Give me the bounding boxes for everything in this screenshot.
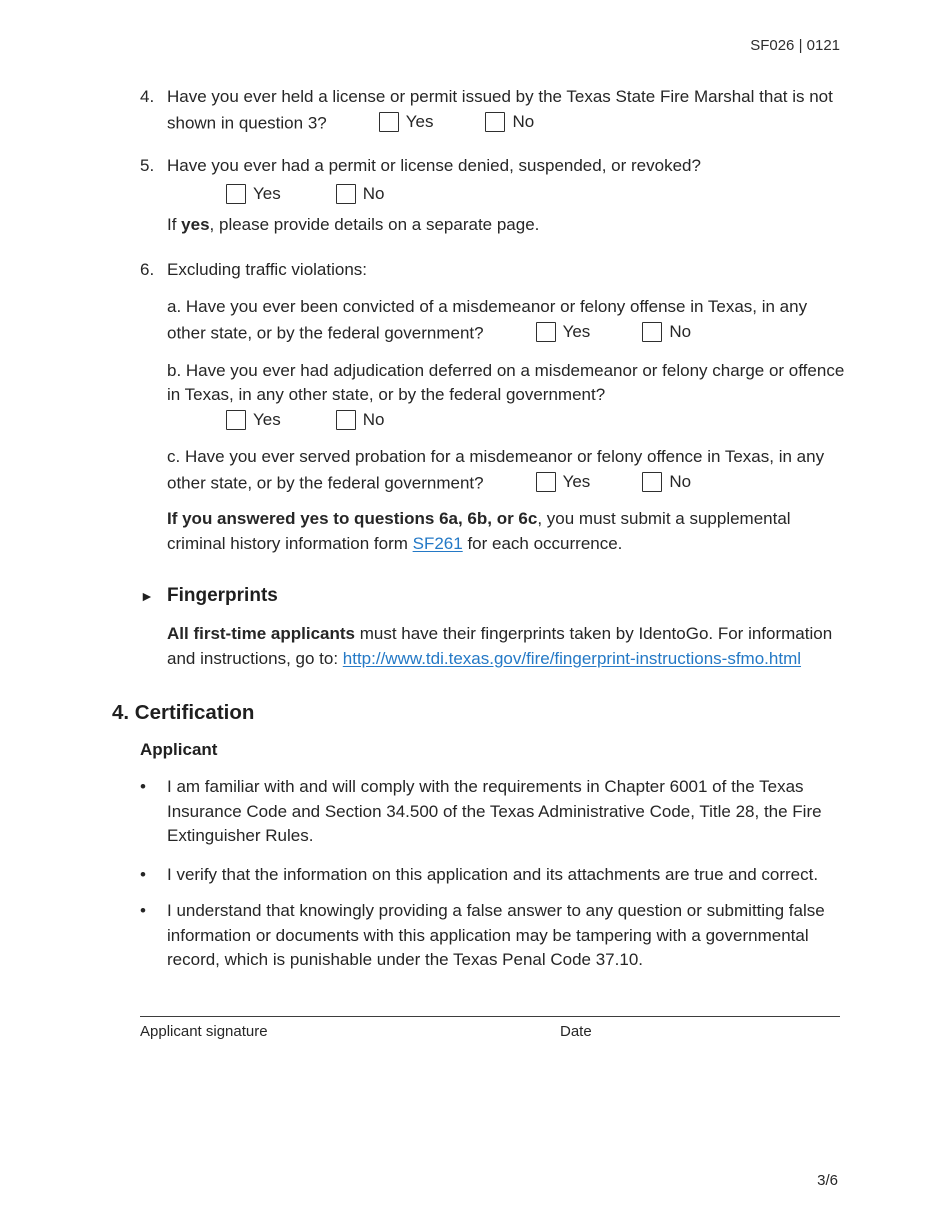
question-5-yes-option — [226, 182, 281, 207]
sf261-link[interactable]: SF261 — [412, 533, 463, 553]
question-6-number: 6. — [140, 259, 155, 279]
question-6b-no-checkbox[interactable] — [336, 410, 356, 430]
question-5-body — [167, 154, 850, 238]
fingerprints-heading — [140, 585, 850, 607]
question-6b-text: b. Have you ever had adjudication deferred on a misdemeanor or felony charge or offence in Texas, in any other state, or by the federal government? — [167, 360, 845, 404]
question-6a-no-option — [642, 320, 691, 345]
question-6b — [167, 359, 850, 433]
bullet-icon: • — [140, 864, 146, 884]
question-5-number: 5. — [140, 156, 155, 176]
question-5-text: Have you ever had a permit or license denied, suspended, or revoked? — [167, 156, 701, 176]
question-6b-checkbox-row — [226, 408, 850, 433]
bullet-icon: • — [140, 901, 146, 921]
question-6-note — [167, 507, 850, 556]
question-6c-yes-option — [536, 470, 591, 495]
fingerprints-title: Fingerprints — [167, 585, 278, 607]
question-6-note-bold: If you answered yes to questions 6a, 6b, or 6c — [167, 509, 538, 529]
question-6a-yes-checkbox[interactable] — [536, 322, 556, 342]
question-5-yes-checkbox[interactable] — [226, 184, 246, 204]
question-5-no-checkbox[interactable] — [336, 184, 356, 204]
question-6-body — [167, 258, 850, 557]
yes-label: Yes — [562, 321, 591, 341]
question-6 — [140, 258, 850, 557]
yes-label: Yes — [562, 471, 591, 491]
question-6b-yes-checkbox[interactable] — [226, 410, 246, 430]
question-4-yes-checkbox[interactable] — [379, 112, 399, 132]
applicant-signature-label: Applicant signature — [140, 1022, 268, 1040]
certification-bullet-1-text: I am familiar with and will comply with the requirements in Chapter 6001 of the Texas Insurance Code and Section 34.500 of the Texas Administrative Code, Title 28, the Fire Extinguisher Rules. — [167, 777, 822, 846]
date-label: Date — [560, 1022, 592, 1040]
certification-heading: 4. Certification — [112, 701, 255, 725]
note-prefix: If — [167, 215, 182, 235]
certification-bullet-3 — [140, 899, 850, 973]
no-label: No — [669, 321, 692, 341]
question-5-no-option — [336, 182, 385, 207]
question-4-yes-option — [379, 110, 434, 135]
question-6b-no-option — [336, 408, 385, 433]
no-label: No — [362, 183, 385, 203]
signature-labels — [140, 1023, 840, 1040]
fingerprints-paragraph — [167, 622, 850, 671]
question-6a — [167, 295, 850, 345]
note-bold: yes — [181, 215, 210, 235]
question-5 — [140, 154, 850, 238]
question-4-number: 4. — [140, 87, 155, 106]
form-code: SF026 | 0121 — [750, 37, 840, 54]
yes-label: Yes — [253, 409, 281, 429]
question-6c-text: c. Have you ever served probation for a misdemeanor or felony offence in Texas, in any other state, or by the federal government? — [167, 447, 825, 492]
fingerprints-lead: All first-time applicants — [167, 624, 355, 644]
question-4-no-checkbox[interactable] — [485, 112, 505, 132]
question-6c — [167, 445, 850, 495]
question-6a-no-checkbox[interactable] — [642, 322, 662, 342]
question-6c-yes-checkbox[interactable] — [536, 472, 556, 492]
yes-label: Yes — [405, 111, 434, 131]
question-6-note-suffix: for each occurrence. — [462, 533, 623, 553]
page-number: 3/6 — [817, 1172, 838, 1189]
question-6a-yes-option — [536, 320, 591, 345]
question-4-body — [167, 85, 850, 135]
question-6c-no-option — [642, 470, 691, 495]
fingerprints-body-text: must have their fingerprints taken by IdentoGo. For information and instructions, go to: — [167, 624, 833, 668]
fingerprint-instructions-link[interactable]: http://www.tdi.texas.gov/fire/fingerprint-instructions-sfmo.html — [342, 648, 802, 668]
question-4 — [140, 85, 850, 135]
question-6c-no-checkbox[interactable] — [642, 472, 662, 492]
certification-bullet-2-text: I verify that the information on this application and its attachments are true and correct. — [167, 864, 819, 884]
bullet-icon: • — [140, 777, 146, 797]
signature-block — [140, 1016, 840, 1040]
question-4-no-option — [485, 110, 534, 135]
question-6-text: Excluding traffic violations: — [167, 259, 368, 279]
yes-label: Yes — [253, 183, 281, 203]
certification-bullet-3-text: I understand that knowingly providing a false answer to any question or submitting false information or documents with this application may be tampering with a governmental record, which is punishable under the Texas Penal Code 37.10. — [167, 901, 825, 970]
question-5-note — [167, 213, 850, 238]
certification-subheading: Applicant — [140, 740, 218, 760]
no-label: No — [669, 471, 692, 491]
no-label: No — [512, 111, 535, 131]
question-4-text: Have you ever held a license or permit issued by the Texas State Fire Marshal that is not shown in question 3? — [167, 87, 833, 132]
triangle-right-icon: ► — [140, 588, 154, 605]
no-label: No — [362, 409, 385, 429]
question-5-checkbox-row — [226, 182, 850, 207]
certification-bullet-2 — [140, 863, 850, 888]
note-suffix: , please provide details on a separate page. — [209, 215, 540, 235]
question-6b-yes-option — [226, 408, 281, 433]
question-6a-text: a. Have you ever been convicted of a misdemeanor or felony offense in Texas, in any other state, or by the federal government? — [167, 297, 808, 342]
question-6-note-middle: , you must submit a supplemental criminal history information form — [167, 509, 791, 553]
certification-bullet-1 — [140, 775, 850, 849]
